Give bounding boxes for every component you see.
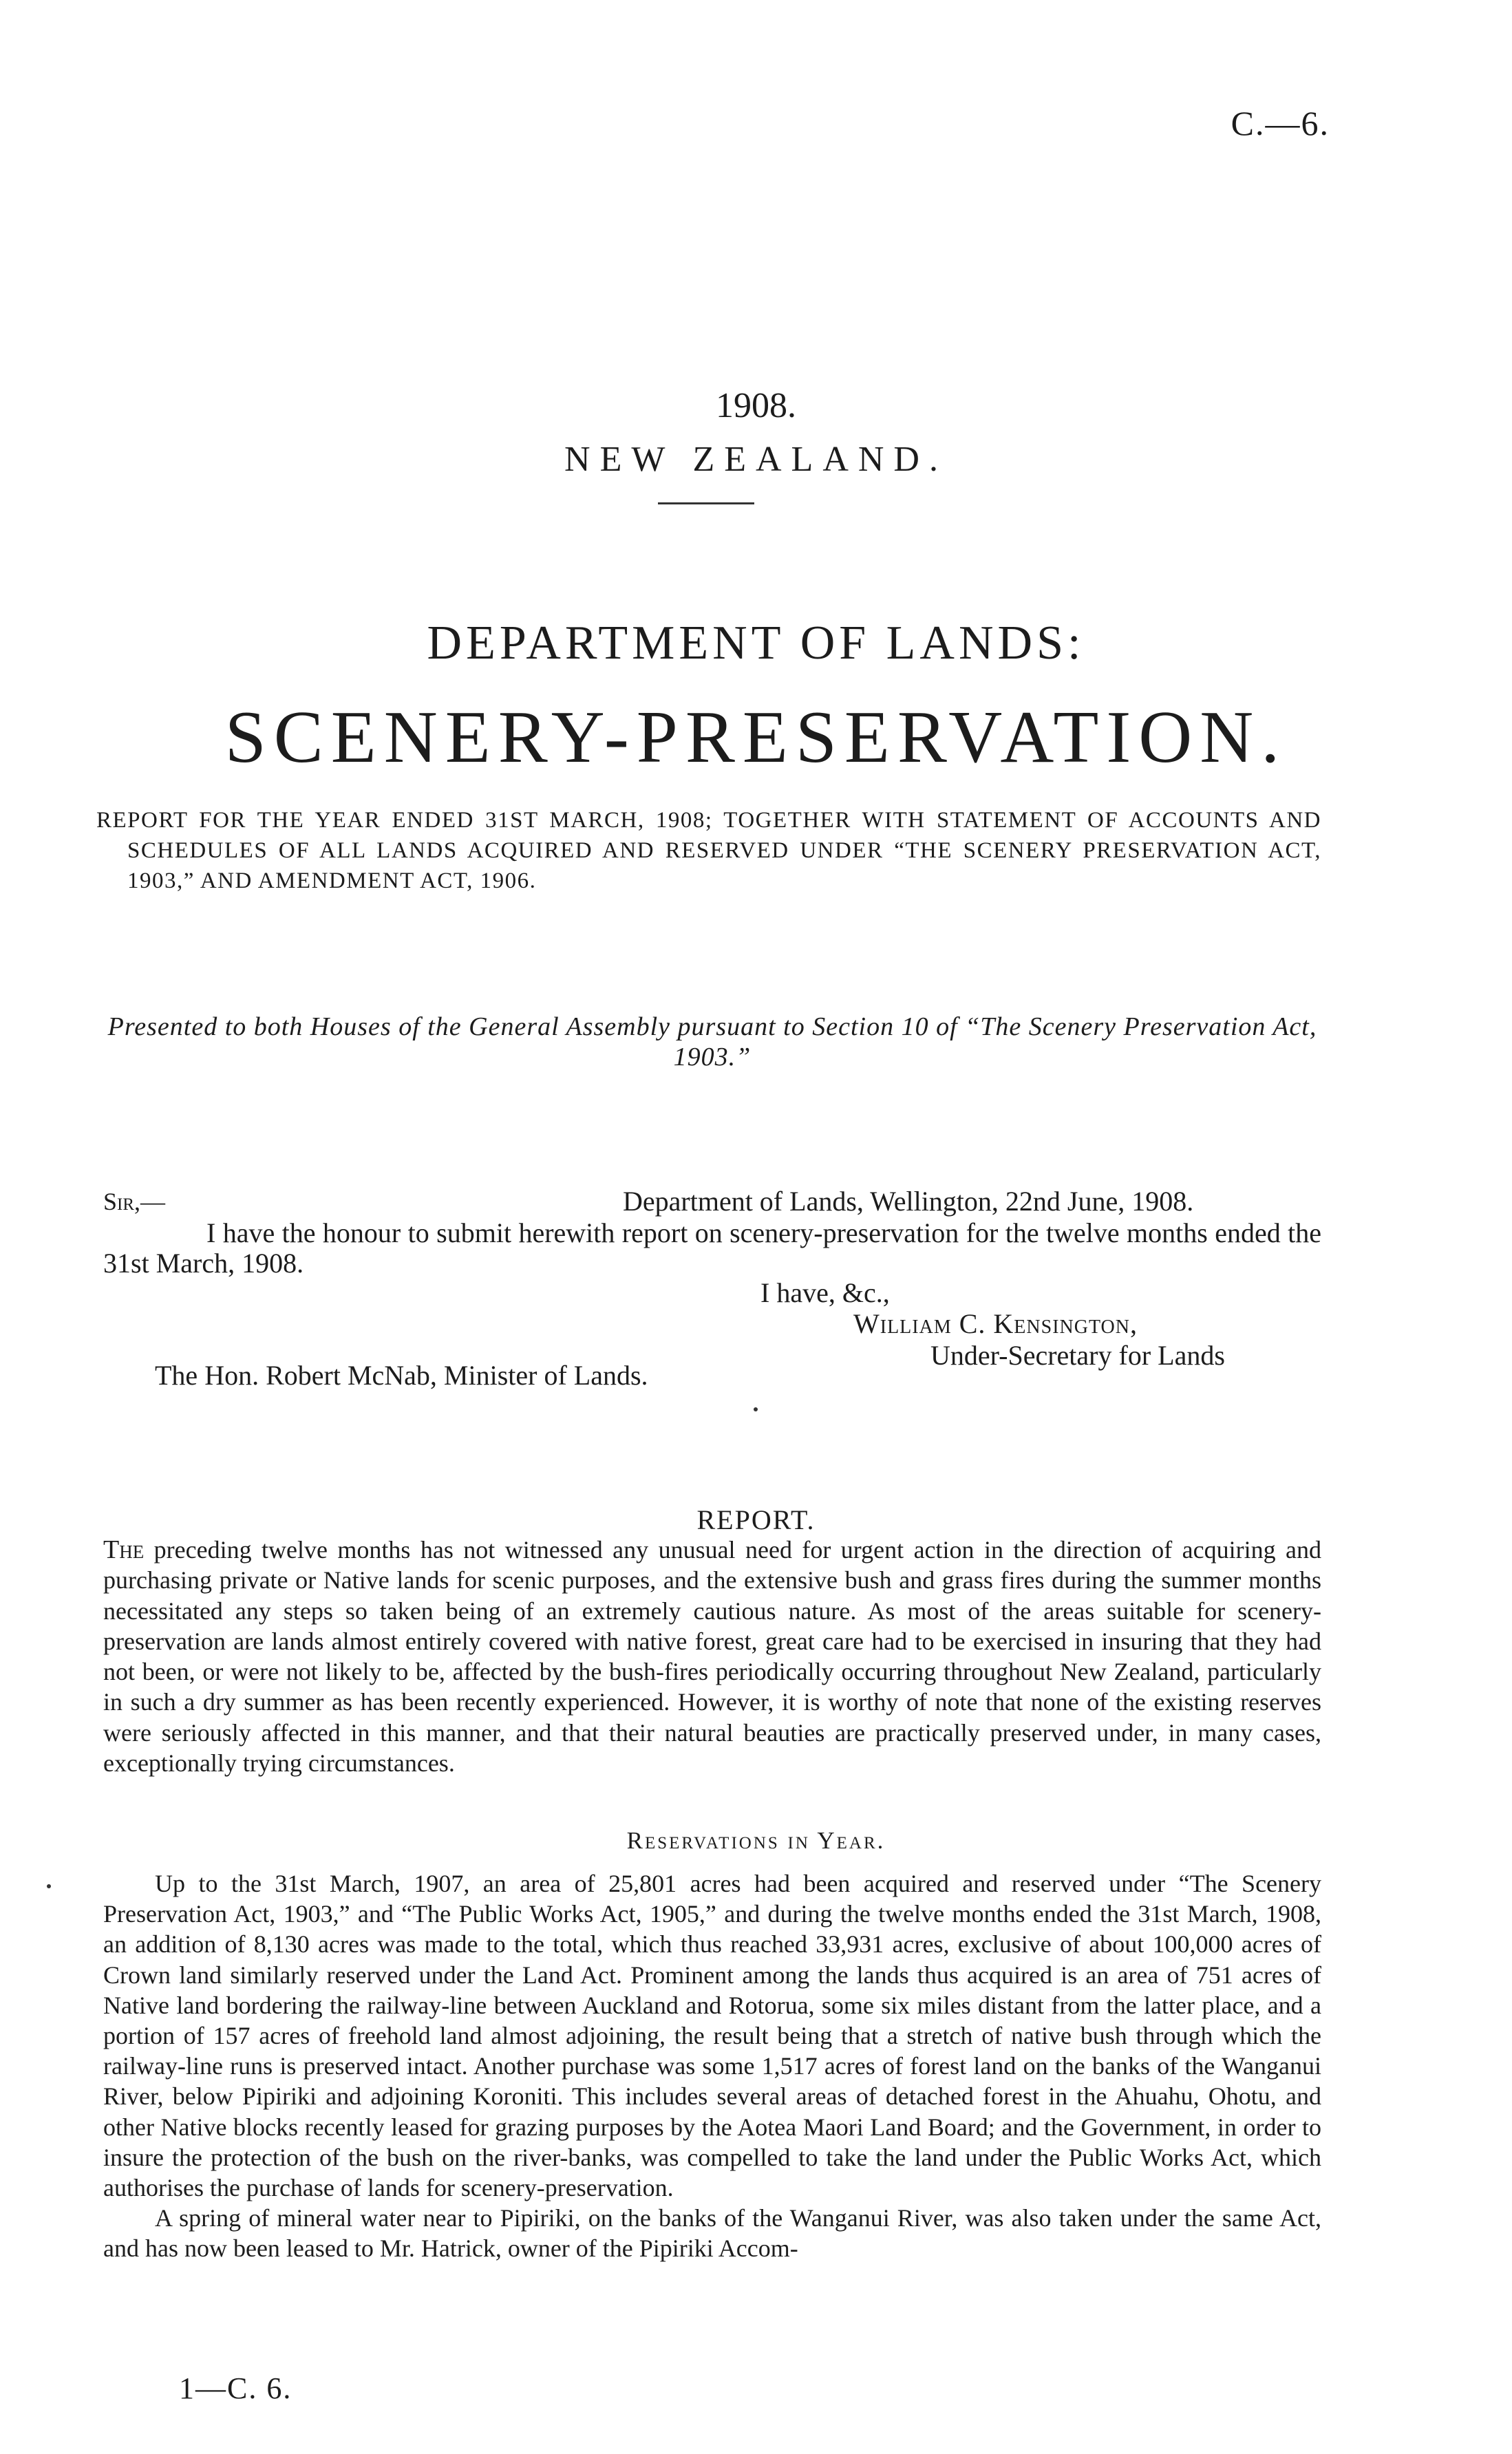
letter-closing: I have, &c., (760, 1277, 890, 1308)
reservations-paragraph-1: Up to the 31st March, 1907, an area of 25,801 acres had been acquired and reserved under “The Scenery Preservation Act, 1903,” and “The Public Works Act, 1905,” and during the twelve months ended the 31st March, 1908, an addition of 8,130 acres was made to the total, which thus reached 33,931 acres, exclusive of about 100,000 acres of Crown land similarly reserved under the Land Act. Prominent among the lands thus acquired is an area of 751 acres of Native land bordering the railway-line between Auckland and Rotorua, some six miles distant from the latter place, and a portion of 157 acres of freehold land almost adjoining, the result being that a stretch of native bush through which the railway-line runs is preserved intact. Another purchase was some 1,517 acres of forest land on the banks of the Wanganui River, below Pipiriki and adjoining Koroniti. This includes several areas of detached forest in the Ahuahu, Ohotu, and other Native blocks recently leased for grazing purposes by the Aotea Maori Land Board; and the Government, in order to insure the protection of the bush on the river-banks, was compelled to take the land under the Public Works Act, which authorises the purchase of lands for scenery-preservation. (103, 1870, 1321, 2202)
title-divider (658, 502, 754, 504)
letter-body (103, 1218, 1321, 1279)
paper-reference: C.—6. (1231, 104, 1330, 142)
document-title: SCENERY-PRESERVATION. (224, 696, 1288, 778)
letter-body-text: I have the honour to submit herewith report on scenery-preservation for the twelve months ended the 31st March, 1908. (103, 1217, 1321, 1279)
signatory-name: William C. Kensington, (853, 1308, 1138, 1339)
report-lead-word: The (103, 1535, 145, 1564)
signatory-title: Under-Secretary for Lands (930, 1340, 1225, 1371)
letter-dateline: Department of Lands, Wellington, 22nd June, 1908. (623, 1186, 1194, 1217)
reservations-body (103, 1868, 1321, 2264)
publication-year: 1908. (716, 386, 796, 425)
print-mark (754, 1407, 758, 1411)
department-heading: DEPARTMENT OF LANDS: (427, 617, 1085, 670)
report-subtitle (96, 805, 1321, 896)
subtitle-text: REPORT FOR THE YEAR ENDED 31ST MARCH, 1908; TOGETHER WITH STATEMENT OF ACCOUNTS AND SCHEDULES OF ALL LANDS ACQUIRED AND RESERVED UNDER “THE SCENERY PRESERVATION ACT, 1903,” AND AMENDMENT ACT, 1906. (96, 808, 1321, 893)
report-body (103, 1535, 1321, 1778)
page-footer-reference: 1—C. 6. (179, 2371, 292, 2405)
letter-salutation: Sir,— (103, 1188, 166, 1215)
reservations-paragraph-2: A spring of mineral water near to Pipiriki, on the banks of the Wanganui River, was also taken under the same Act, and has now been leased to Mr. Hatrick, owner of the Pipiriki Accom- (103, 2204, 1321, 2263)
section-heading-reservations: Reservations in Year. (626, 1827, 886, 1854)
report-heading: REPORT. (696, 1504, 816, 1535)
report-paragraph-text: preceding twelve months has not witnessed any unusual need for urgent action in the direction of acquiring and purchasing private or Native lands for scenic purposes, and the extensive bush and grass fires during the summer months necessitated any steps so taken being of an extremely cautious nature. As most of the areas suitable for scenery-preservation are lands almost entirely covered with native forest, great care had to be exercised in insuring that they had not been, or were not likely to be, affected by the bush-fires periodically occurring throughout New Zealand, particularly in such a dry summer as has been recently experienced. However, it is worthy of note that none of the existing reserves were seriously affected in this manner, and that their natural beauties are practically preserved under, in many cases, exceptionally trying circumstances. (103, 1536, 1322, 1778)
presentation-note: Presented to both Houses of the General Assembly pursuant to Section 10 of “The Scenery Preservation Act, 1903.” (107, 1012, 1317, 1071)
margin-mark (47, 1884, 51, 1888)
country-heading: NEW ZEALAND. (564, 440, 948, 479)
letter-addressee: The Hon. Robert McNab, Minister of Lands. (155, 1360, 648, 1391)
report-paragraph (103, 1535, 1321, 1778)
